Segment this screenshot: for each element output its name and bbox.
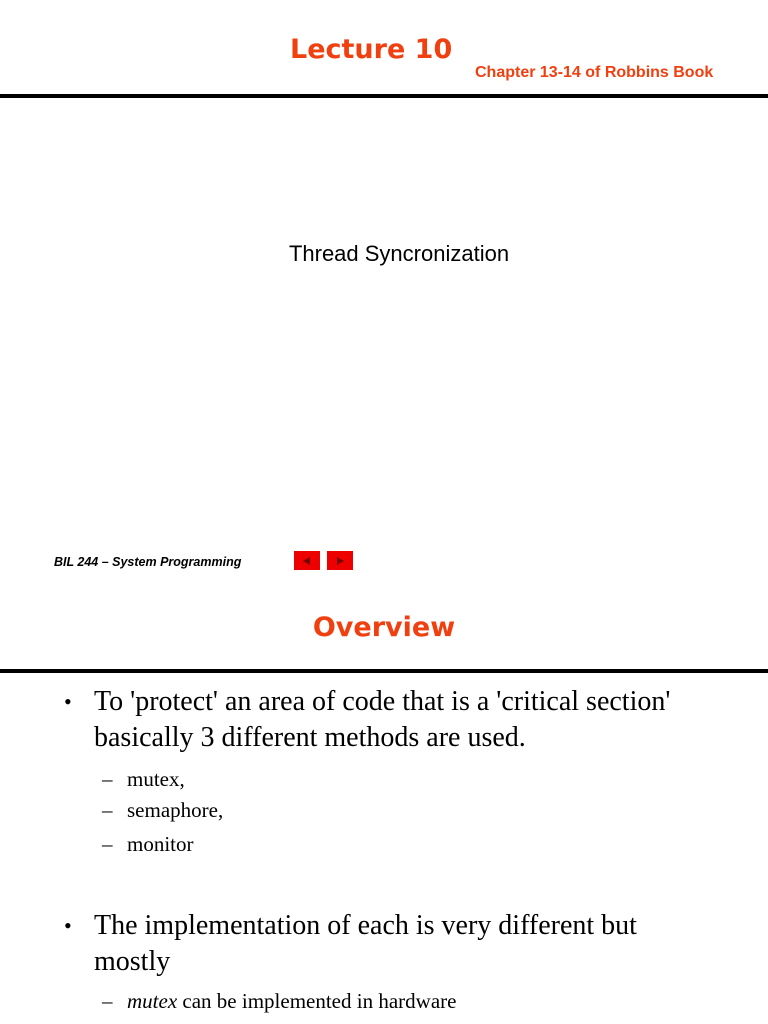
bullet-icon: • — [64, 913, 72, 938]
previous-slide-button[interactable] — [294, 551, 320, 570]
title-divider — [0, 94, 768, 98]
title-divider — [0, 669, 768, 673]
triangle-right-icon — [335, 556, 345, 566]
bullet-line: mostly — [94, 946, 171, 977]
sub-item: – mutex can be implemented in hardware — [102, 989, 457, 1013]
bullet-line: To 'protect' an area of code that is a 'critical section' — [94, 686, 671, 717]
slide-subtitle: Chapter 13-14 of Robbins Book — [475, 64, 714, 81]
slide-title: Overview — [312, 612, 456, 643]
sub-item: – mutex, — [102, 767, 185, 791]
next-slide-button[interactable] — [327, 551, 353, 570]
bullet-icon: • — [64, 689, 72, 714]
bullet-line: basically 3 different methods are used. — [94, 722, 526, 753]
slide-title: Lecture 10 — [290, 34, 453, 65]
triangle-left-icon — [302, 556, 312, 566]
slide-topic: Thread Syncronization — [288, 241, 510, 266]
bullet-line: The implementation of each is very different but — [94, 910, 637, 941]
sub-item: – monitor — [102, 832, 194, 856]
slide-2 — [0, 592, 768, 1024]
sub-item: – semaphore, — [102, 798, 224, 822]
slide-footer: BIL 244 – System Programming — [54, 555, 242, 569]
